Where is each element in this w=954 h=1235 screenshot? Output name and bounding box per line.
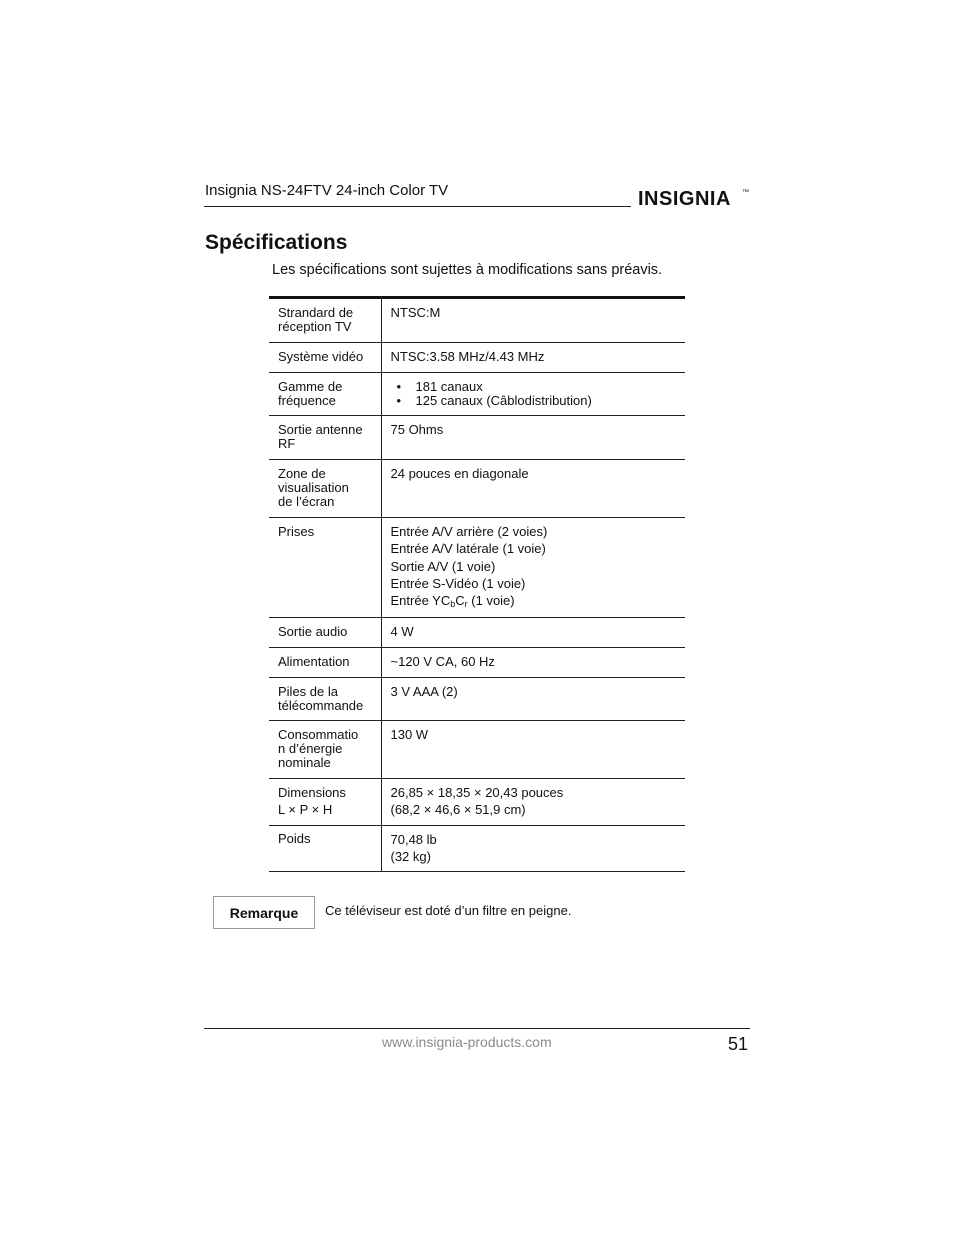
spec-value: [381, 518, 685, 618]
spec-value: 75 Ohms: [381, 416, 685, 460]
page-number: 51: [728, 1034, 749, 1054]
spec-value-line: (68,2 × 46,6 × 51,9 cm): [390, 802, 526, 818]
spec-value-line: Entrée S-Vidéo (1 voie): [390, 575, 526, 591]
bullet-list: [382, 380, 680, 408]
spec-label-line: réception TV: [278, 319, 352, 334]
spec-label-line: visualisation: [278, 480, 349, 495]
spec-label-line: de l’écran: [278, 494, 335, 509]
footer-rule: [204, 1028, 750, 1029]
spec-label: Alimentation: [269, 648, 381, 678]
logo-text: INSIGNIA: [638, 188, 731, 210]
logo-trademark: ™: [742, 189, 749, 196]
insignia-logo: [638, 183, 752, 211]
spec-label: Poids: [269, 826, 381, 872]
spec-label-line: Gamme de: [278, 379, 343, 394]
spec-value: 3 V AAA (2): [381, 678, 685, 721]
spec-value: NTSC:M: [381, 298, 685, 343]
spec-value: NTSC:3.58 MHz/4.43 MHz: [381, 343, 685, 373]
spec-label: [269, 779, 381, 826]
spec-value: ~120 V CA, 60 Hz: [381, 648, 685, 678]
spec-label-line: fréquence: [278, 393, 336, 408]
spec-label-line: Sortie antenne: [278, 422, 363, 437]
spec-label-line: télécommande: [278, 698, 364, 713]
ycbcr-prefix: Entrée YC: [390, 593, 451, 609]
header-rule: [204, 206, 631, 207]
spec-label: Prises: [269, 518, 381, 618]
table-row: [269, 618, 685, 648]
table-row: [269, 298, 685, 343]
table-row: [269, 373, 685, 416]
spec-label-line: Consommatio: [278, 727, 359, 742]
spec-value: 24 pouces en diagonale: [381, 460, 685, 518]
spec-value-line: Sortie A/V (1 voie): [390, 558, 496, 574]
specifications-table: [269, 296, 685, 872]
spec-value: [381, 826, 685, 872]
footer-url: www.insignia-products.com: [382, 1034, 552, 1050]
note-text: Ce téléviseur est doté d’un filtre en peigne.: [325, 903, 572, 918]
table-row: [269, 343, 685, 373]
subscript-r: r: [464, 599, 468, 610]
table-row: [269, 648, 685, 678]
spec-value-line: Entrée A/V latérale (1 voie): [390, 541, 546, 557]
spec-value-line: (32 kg): [390, 849, 431, 865]
list-item: • 125 canaux (Câblodistribution): [382, 394, 680, 408]
table-row: [269, 721, 685, 779]
spec-label-line: RF: [278, 436, 296, 451]
spec-label: [269, 373, 381, 416]
table-row: [269, 518, 685, 618]
spec-value: [381, 373, 685, 416]
note-label-box: Remarque: [213, 896, 315, 929]
spec-value: [381, 779, 685, 826]
spec-label-line: Zone de: [278, 466, 326, 481]
spec-label-line: n d’énergie: [278, 741, 343, 756]
spec-value: 4 W: [381, 618, 685, 648]
spec-label-line: Strandard de: [278, 305, 354, 320]
table-row: [269, 460, 685, 518]
ycbcr-suffix: (1 voie): [467, 593, 515, 609]
spec-label: [269, 298, 381, 343]
spec-label: [269, 721, 381, 779]
spec-label-line: Dimensions: [278, 785, 346, 800]
spec-label-line: L × P × H: [278, 802, 333, 818]
ycbcr-c: C: [455, 593, 465, 609]
table-row: [269, 779, 685, 826]
spec-value-line: 26,85 × 18,35 × 20,43 pouces: [390, 785, 564, 800]
spec-value-line: 70,48 lb: [390, 832, 437, 847]
spec-label: Système vidéo: [269, 343, 381, 373]
list-item: • 181 canaux: [382, 380, 680, 394]
spec-value-line: Entrée A/V arrière (2 voies): [390, 524, 548, 539]
table-row: [269, 416, 685, 460]
spec-value-line-ycbcr: [391, 592, 680, 609]
table-row: [269, 678, 685, 721]
spec-label-line: nominale: [278, 755, 331, 770]
subscript-b: b: [450, 599, 456, 610]
page-title: Spécifications: [205, 231, 348, 254]
spec-value: 130 W: [381, 721, 685, 779]
spec-label-line: Piles de la: [278, 684, 338, 699]
table-row: [269, 826, 685, 872]
intro-text: Les spécifications sont sujettes à modifications sans préavis.: [272, 262, 663, 278]
spec-label: [269, 678, 381, 721]
spec-label: Sortie audio: [269, 618, 381, 648]
spec-label: [269, 460, 381, 518]
document-header-title: Insignia NS-24FTV 24-inch Color TV: [205, 182, 449, 199]
spec-label: [269, 416, 381, 460]
